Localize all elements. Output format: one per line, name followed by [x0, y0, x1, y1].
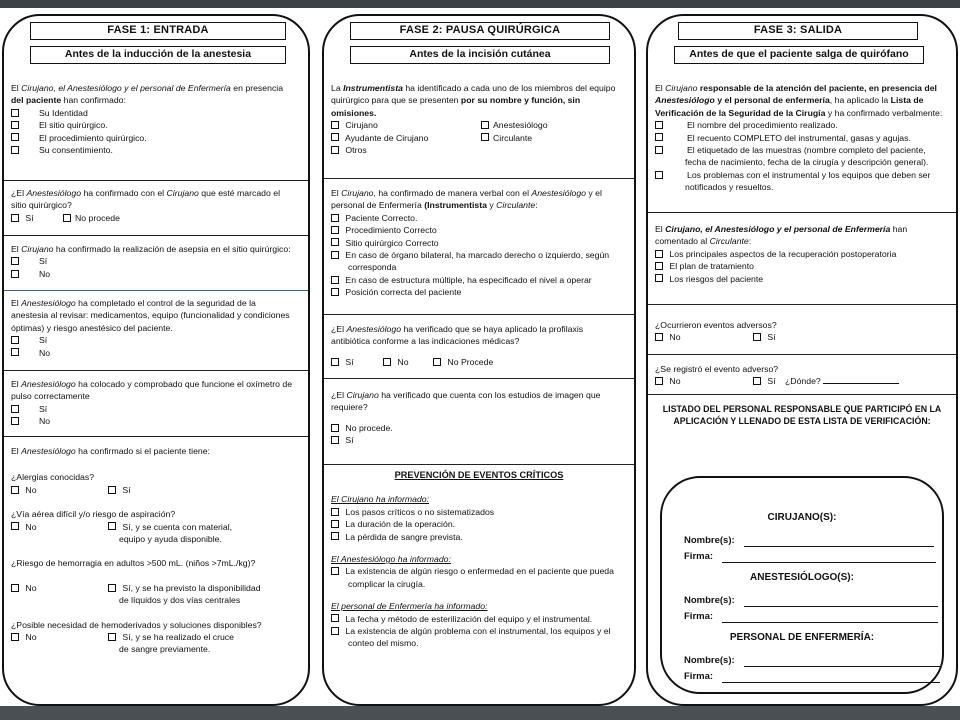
- text: ha completado el control de la seguridad de la: [75, 298, 256, 308]
- checkbox[interactable]: [331, 146, 339, 154]
- surgeon-signature-title: CIRUJANO(S):: [767, 512, 837, 523]
- text: Lista de: [890, 95, 924, 106]
- text: El: [11, 83, 22, 93]
- phase-1-title: FASE 1: ENTRADA: [30, 22, 286, 40]
- option-label: Los pasos críticos o no sistematizados: [345, 506, 495, 517]
- anesthesiologist-name-field[interactable]: [744, 606, 938, 607]
- p1-patient-risks-section: [4, 436, 308, 706]
- checkbox[interactable]: [63, 214, 71, 222]
- text: en presencia: [230, 83, 284, 93]
- p2-imaging-section: [324, 378, 634, 464]
- phase-3-title: FASE 3: SALIDA: [678, 22, 918, 40]
- option-label: fecha de nacimiento, fecha de la cirugía y descripción general).: [685, 157, 929, 168]
- option-label: Paciente Correcto.: [345, 212, 418, 223]
- text: El: [11, 446, 22, 456]
- text: que esté marcado el: [198, 188, 281, 198]
- checkbox[interactable]: [655, 171, 663, 179]
- option-label: En caso de estructura múltiple, ha especificado el nivel a operar: [345, 274, 592, 285]
- text: pulso correctamente: [11, 391, 90, 402]
- option-label: corresponda: [348, 262, 397, 273]
- text: ¿El: [331, 324, 347, 334]
- text: Instrumentista: [343, 83, 403, 93]
- option-label: Sí: [39, 403, 48, 414]
- text: requiere?: [331, 402, 368, 413]
- anesthesiologist-signature-title: ANESTESIÓLOGO(S):: [750, 572, 854, 583]
- signature-box: [660, 476, 944, 694]
- p3-adverse-events-section: [648, 304, 956, 354]
- anesthesiologist-name-label: Nombre(s):: [684, 595, 735, 606]
- text: , ha aplicado la: [829, 95, 891, 106]
- checkbox[interactable]: [331, 508, 339, 516]
- text: Anestesiólogo: [655, 95, 715, 106]
- question-adverse-registered: ¿Se registró el evento adverso?: [655, 364, 779, 374]
- checkbox[interactable]: [11, 486, 19, 494]
- option-label: Otros: [345, 145, 367, 155]
- text: El: [11, 298, 22, 308]
- checkbox[interactable]: [11, 417, 19, 425]
- option-label: No: [669, 332, 681, 343]
- question-blood-products: ¿Posible necesidad de hemoderivados y soluciones disponibles?: [11, 619, 262, 630]
- option-label: Sí: [25, 212, 34, 223]
- phase-2-title: FASE 2: PAUSA QUIRÚRGICA: [350, 22, 610, 40]
- anesthesiologist-informed-header: El Anestesiólogo ha informado:: [331, 554, 451, 565]
- checkbox[interactable]: [11, 522, 19, 530]
- text: Anestesiólogo: [21, 298, 76, 308]
- text: ha verificado que cuenta con los estudios de imagen que: [378, 390, 601, 400]
- text: omisiones.: [331, 107, 377, 118]
- text: Circulante: [496, 200, 536, 211]
- nursing-signature-title: PERSONAL DE ENFERMERÍA:: [729, 632, 875, 643]
- checkbox[interactable]: [655, 274, 663, 282]
- option-label: Sí: [767, 332, 776, 343]
- text: ¿El: [331, 390, 347, 400]
- text: antibiótica conforme a las indicaciones médicas?: [331, 336, 520, 347]
- anesthesiologist-signature-label: Firma:: [684, 611, 714, 622]
- option-label: No: [25, 484, 37, 495]
- critical-events-title: PREVENCIÓN DE EVENTOS CRÍTICOS: [394, 470, 564, 480]
- bottom-bar: [0, 706, 960, 720]
- option-label: equipo y ayuda disponible.: [119, 534, 222, 544]
- checkbox[interactable]: [331, 436, 339, 444]
- text: ha confirmado con el: [81, 188, 167, 198]
- checkbox[interactable]: [655, 146, 663, 154]
- checkbox[interactable]: [753, 333, 761, 341]
- option-label: conteo del mismo.: [348, 638, 419, 649]
- option-label: Sitio quirúrgico Correcto: [345, 237, 439, 248]
- option-label: Su consentimiento.: [39, 145, 113, 156]
- text: El: [11, 244, 22, 254]
- option-label: Su Identidad: [39, 107, 88, 118]
- option-label: Sí: [39, 335, 48, 346]
- text: Anestesiólogo: [346, 324, 402, 334]
- p1-oximeter-section: [4, 370, 308, 436]
- phase-2-subtitle: Antes de la incisión cutánea: [350, 46, 610, 64]
- checkbox[interactable]: [11, 257, 19, 265]
- text: han confirmado:: [61, 95, 126, 106]
- nursing-signature-field[interactable]: [722, 682, 940, 683]
- text: Cirujano, el Anestesiólogo y el personal de Enfermería: [665, 224, 891, 234]
- option-label: No: [39, 347, 51, 358]
- checkbox[interactable]: [331, 614, 339, 622]
- nursing-informed-header: El personal de Enfermería ha informado:: [331, 601, 488, 612]
- text: Cirujano,: [341, 188, 376, 198]
- text: óptimas) y riesgo anestésico del paciente.: [11, 322, 173, 333]
- option-label: Sí, y se ha previsto la disponibilidad: [122, 582, 261, 593]
- phase-2-panel: [322, 14, 636, 706]
- checkbox[interactable]: [11, 146, 19, 154]
- checkbox[interactable]: [11, 121, 19, 129]
- text: personal de Enfermería: [331, 200, 425, 211]
- text: ha colocado y comprobado que funcione el oxímetro de: [75, 379, 293, 389]
- text: Anestesiólogo: [26, 188, 82, 198]
- text: (Instrumentista: [424, 200, 487, 211]
- text: sitio quirúrgico?: [11, 200, 72, 211]
- surgeon-signature-field[interactable]: [722, 562, 936, 563]
- p1-asepsis-section: [4, 235, 308, 290]
- p2-critical-events-section: [324, 464, 634, 706]
- where-field[interactable]: [823, 383, 899, 384]
- option-label: No procede: [75, 212, 120, 223]
- anesthesiologist-signature-field[interactable]: [722, 622, 938, 623]
- text: Circulante: [709, 236, 749, 247]
- option-label: complicar la cirugía.: [348, 578, 426, 589]
- option-label: Los problemas con el instrumental y los equipos que deben ser: [687, 169, 931, 180]
- option-label: Cirujano: [345, 120, 378, 131]
- checkbox[interactable]: [11, 336, 19, 344]
- p2-verbal-confirmation-section: [324, 178, 634, 314]
- p3-circulating-informed-section: [648, 212, 956, 304]
- option-label: Sí, y se ha realizado el cruce: [122, 632, 234, 643]
- option-label: No: [25, 582, 37, 593]
- text: responsable de la atención del paciente, en presencia del: [697, 83, 937, 93]
- text: y el: [586, 188, 602, 198]
- option-label: No Procede: [447, 356, 494, 367]
- checkbox[interactable]: [108, 522, 116, 530]
- question-adverse-events: ¿Ocurrieron eventos adversos?: [655, 320, 777, 330]
- option-label: No: [397, 356, 409, 367]
- nursing-signature-label: Firma:: [684, 671, 714, 682]
- text: :: [748, 236, 752, 247]
- text: ha confirmado si el paciente tiene:: [75, 446, 210, 456]
- option-label: Circulante: [493, 132, 533, 143]
- checkbox[interactable]: [331, 358, 339, 366]
- text: El: [331, 188, 342, 198]
- option-label: No: [39, 416, 51, 427]
- question-allergies: ¿Alergias conocidas?: [11, 472, 95, 483]
- option-label: notificados y resueltos.: [685, 182, 774, 193]
- text: por su nombre y función, sin: [460, 95, 581, 106]
- option-label: Sí: [345, 356, 354, 367]
- text: del paciente: [11, 95, 62, 106]
- checkbox[interactable]: [481, 133, 489, 141]
- text: y el personal de enfermería: [714, 95, 830, 106]
- option-label: El nombre del procedimiento realizado.: [687, 120, 838, 131]
- top-bar: [0, 0, 960, 8]
- checkbox[interactable]: [11, 133, 19, 141]
- option-label: No procede.: [345, 422, 393, 433]
- checkbox[interactable]: [11, 214, 19, 222]
- checkbox[interactable]: [331, 567, 339, 575]
- text: Verificación de la Seguridad de la Cirugía: [655, 107, 826, 118]
- p1-identity-section: [4, 82, 308, 180]
- checkbox[interactable]: [331, 251, 339, 259]
- text: Anestesiólogo: [21, 379, 76, 389]
- checkbox[interactable]: [11, 633, 19, 641]
- checkbox[interactable]: [331, 121, 339, 129]
- option-label: Ayudante de Cirujano: [344, 132, 429, 143]
- option-label: Procedimiento Correcto: [345, 225, 437, 236]
- p3-adverse-registered-section: [648, 354, 956, 394]
- surgeon-informed-header: El Cirujano ha informado:: [331, 494, 430, 505]
- option-label: El etiquetado de las muestras (nombre completo del paciente,: [687, 145, 926, 156]
- checkbox[interactable]: [331, 226, 339, 234]
- option-label: La duración de la operación.: [345, 519, 456, 530]
- surgeon-signature-label: Firma:: [684, 551, 714, 562]
- checkbox[interactable]: [331, 288, 339, 296]
- option-label: No: [39, 268, 51, 279]
- checkbox[interactable]: [655, 333, 663, 341]
- option-label: No: [669, 376, 681, 387]
- checkbox[interactable]: [331, 532, 339, 540]
- phase-3-panel: [646, 14, 958, 706]
- option-label: La pérdida de sangre prevista.: [345, 531, 463, 542]
- checkbox[interactable]: [433, 358, 441, 366]
- phase-3-subtitle: Antes de que el paciente salga de quirófano: [674, 46, 924, 64]
- option-label: No: [25, 521, 37, 532]
- option-label: Los riesgos del paciente: [669, 273, 764, 284]
- option-label: Los principales aspectos de la recuperación postoperatoria: [669, 248, 897, 259]
- p1-anesthesia-control-section: [4, 290, 308, 370]
- text: El: [655, 224, 666, 234]
- nursing-name-field[interactable]: [744, 666, 940, 667]
- checkbox[interactable]: [655, 377, 663, 385]
- option-label: La fecha y método de esterilización del equipo y el instrumental.: [345, 613, 593, 624]
- checkbox[interactable]: [655, 262, 663, 270]
- option-label: Sí: [122, 484, 131, 495]
- nursing-name-label: Nombre(s):: [684, 655, 735, 666]
- option-label: Sí, y se cuenta con material,: [122, 521, 233, 532]
- option-label: El procedimiento quirúrgico.: [39, 132, 147, 143]
- checkbox[interactable]: [655, 250, 663, 258]
- option-label: Sí: [767, 376, 776, 387]
- checkbox[interactable]: [11, 348, 19, 356]
- text: ha identificado a cada uno de los miembros del equipo: [402, 83, 616, 93]
- checkbox[interactable]: [331, 520, 339, 528]
- checkbox[interactable]: [753, 377, 761, 385]
- surgeon-name-field[interactable]: [744, 546, 934, 547]
- text: ha confirmado de manera verbal con el: [375, 188, 532, 198]
- option-label: El sitio quirúrgico.: [39, 120, 108, 131]
- checkbox[interactable]: [108, 633, 116, 641]
- checkbox[interactable]: [108, 486, 116, 494]
- personnel-list-title: LISTADO DEL PERSONAL RESPONSABLE QUE PARTICIPÓ EN LA: [662, 404, 942, 414]
- personnel-list-title: APLICACIÓN Y LLENADO DE ESTA LISTA DE VERIFICACIÓN:: [673, 416, 931, 427]
- option-label: La existencia de algún problema con el instrumental, los equipos y el: [345, 626, 611, 637]
- question-airway: ¿Vía aérea difícil y/o riesgo de aspiración?: [11, 509, 176, 520]
- text: La: [331, 83, 344, 93]
- text: :: [535, 200, 538, 211]
- text: y ha confirmado verbalmente:: [825, 107, 943, 118]
- phase-1-subtitle: Antes de la inducción de la anestesia: [30, 46, 286, 64]
- checkbox[interactable]: [331, 276, 339, 284]
- text: Cirujano: [346, 390, 379, 400]
- checkbox[interactable]: [108, 584, 116, 592]
- option-label: Sí: [345, 435, 354, 446]
- checkbox[interactable]: [655, 121, 663, 129]
- checkbox[interactable]: [331, 627, 339, 635]
- option-label: de sangre previamente.: [119, 644, 211, 655]
- text: Cirujano: [665, 83, 698, 93]
- text: Anestesiólogo: [21, 446, 76, 456]
- checkbox[interactable]: [481, 121, 489, 129]
- checkbox[interactable]: [331, 424, 339, 432]
- checkbox[interactable]: [331, 238, 339, 246]
- checkbox[interactable]: [655, 133, 663, 141]
- text: El: [655, 83, 666, 93]
- option-label: Posición correcta del paciente: [345, 287, 462, 298]
- question-hemorrhage: ¿Riesgo de hemorragia en adultos >500 mL. (niños >7mL./kg)?: [11, 558, 256, 569]
- text: El: [11, 379, 22, 389]
- checkbox[interactable]: [331, 214, 339, 222]
- text: comentado al: [655, 236, 710, 247]
- text: Cirujano, el Anestesiólogo y el personal de Enfermería: [21, 83, 231, 93]
- option-label: El recuento COMPLETO del instrumental, gasas y agujas.: [687, 132, 911, 143]
- text: quirúrgico para que se presenten: [331, 95, 461, 106]
- text: anestesia al revisar: medicamentos, equipo (funcionalidad y condiciones: [11, 310, 290, 321]
- p3-verification-section: [648, 82, 956, 204]
- checkbox[interactable]: [331, 133, 339, 141]
- where-label: ¿Dónde?: [785, 376, 821, 387]
- checkbox[interactable]: [11, 109, 19, 117]
- text: Cirujano: [21, 244, 54, 254]
- text: han: [890, 224, 908, 234]
- checkbox[interactable]: [11, 584, 19, 592]
- checkbox[interactable]: [11, 270, 19, 278]
- text: ¿El: [11, 188, 27, 198]
- option-label: Anestesiólogo: [493, 120, 548, 131]
- phase-1-panel: [2, 14, 310, 706]
- option-label: No: [25, 632, 37, 643]
- text: Anestesiólogo: [531, 188, 586, 198]
- text: y: [486, 200, 497, 211]
- option-label: La existencia de algún riesgo o enfermedad en el paciente que pueda: [345, 566, 614, 577]
- p2-team-introduction-section: [324, 82, 634, 178]
- text: ha confirmado la realización de asepsia en el sitio quirúrgico:: [53, 244, 291, 254]
- surgeon-name-label: Nombre(s):: [684, 535, 735, 546]
- p1-site-marked-section: [4, 180, 308, 235]
- text: ha verificado que se haya aplicado la profilaxis: [401, 324, 584, 334]
- option-label: En caso de órgano bilateral, ha marcado derecho o izquierdo, según: [345, 250, 610, 261]
- text: Cirujano: [166, 188, 199, 198]
- option-label: Sí: [39, 256, 48, 267]
- option-label: de líquidos y dos vías centrales: [119, 595, 241, 606]
- option-label: El plan de tratamiento: [669, 261, 754, 272]
- p2-antibiotic-section: [324, 314, 634, 378]
- checkbox[interactable]: [11, 405, 19, 413]
- checkbox[interactable]: [383, 358, 391, 366]
